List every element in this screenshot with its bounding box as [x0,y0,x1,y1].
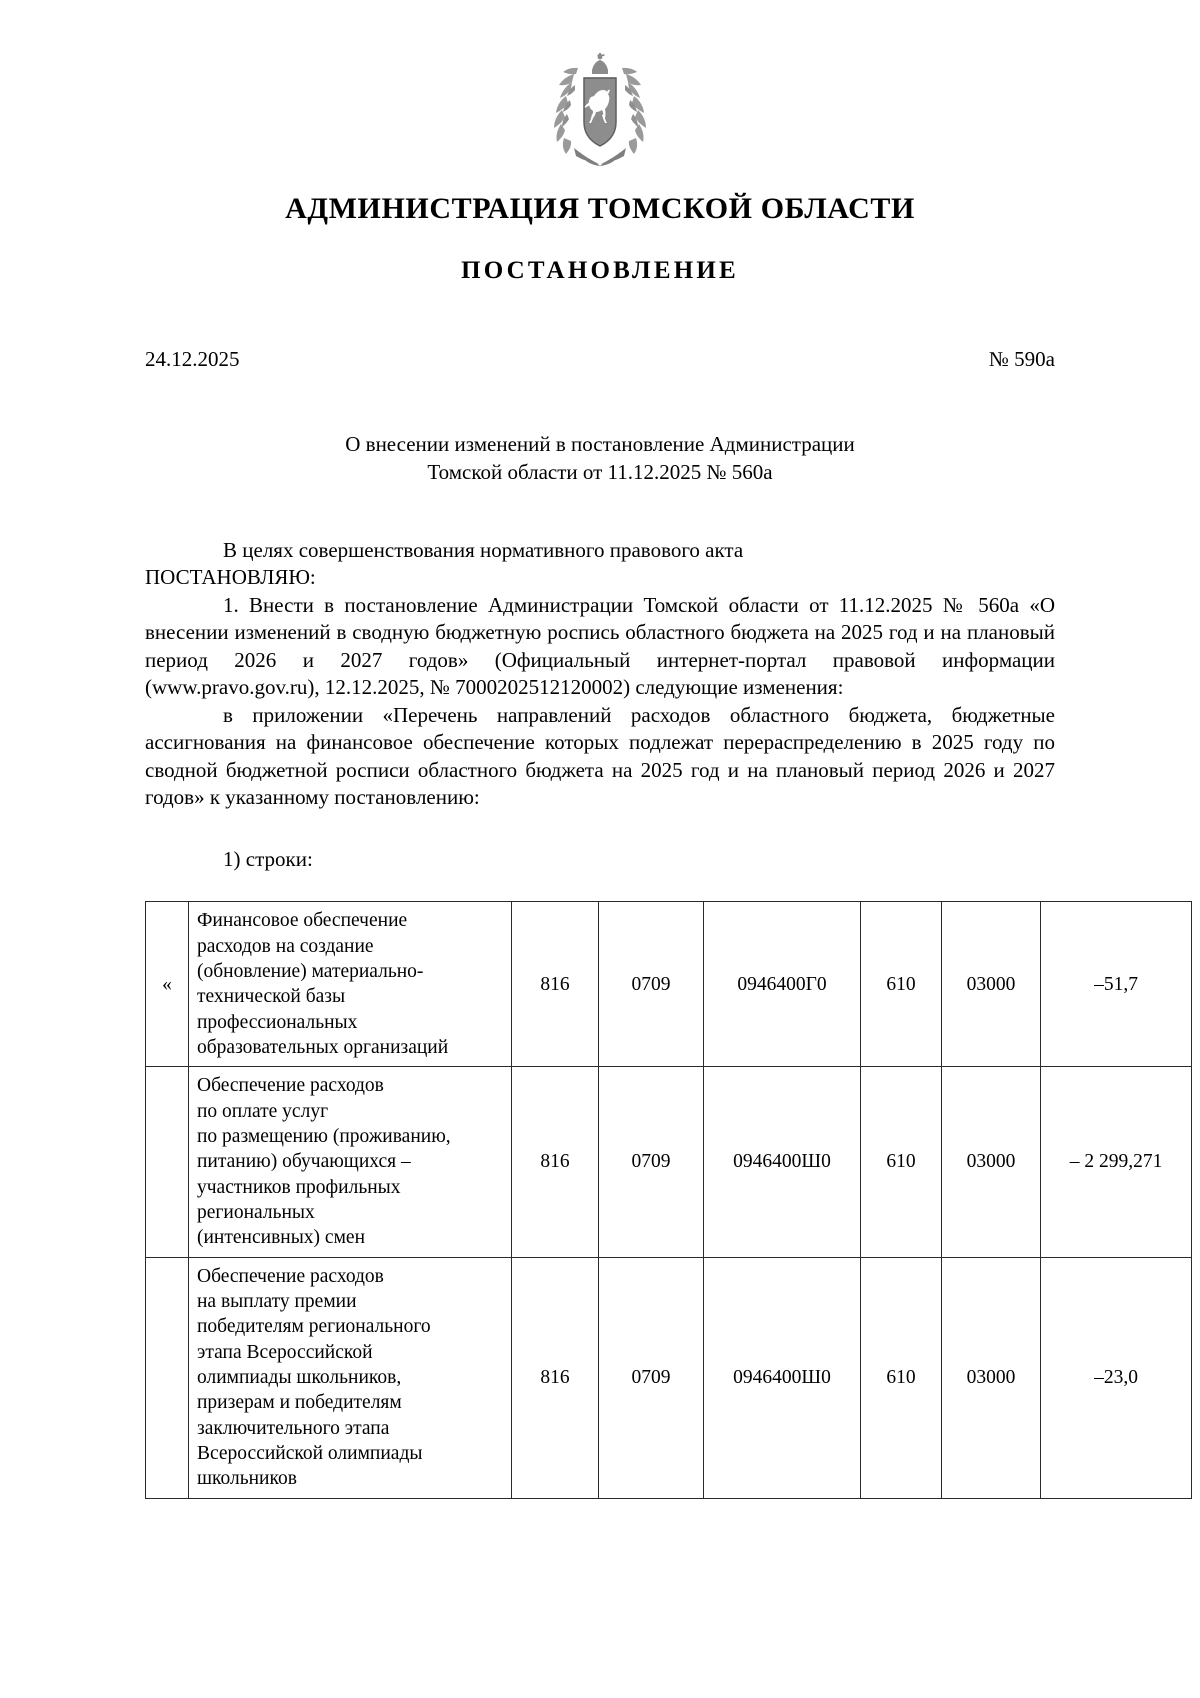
name-line: (интенсивных) смен [197,1227,366,1249]
name-line: заключительного этапа [197,1417,390,1439]
row-section-code: 0709 [599,902,704,1067]
name-line: победителям регионального [197,1316,431,1338]
budget-rows-table [145,901,1192,1499]
row-chapter-code: 816 [512,1067,599,1257]
row-name [189,1257,512,1498]
row-target-code: 0946400Ш0 [704,1067,861,1257]
document-date: 24.12.2025 [145,347,240,371]
name-line: образовательных организаций [197,1036,449,1058]
row-quote-mark [146,1067,189,1257]
name-line: этапа Всероссийской [197,1341,373,1363]
purpose-statement: В целях совершенствования нормативного правового акта [223,537,744,562]
name-line: профессиональных [197,1011,358,1033]
row-chapter-code: 816 [512,902,599,1067]
document-type-heading: ПОСТАНОВЛЕНИЕ [461,257,739,284]
organization-title: АДМИНИСТРАЦИЯ ТОМСКОЙ ОБЛАСТИ [285,192,915,225]
row-extra-code: 03000 [942,1067,1041,1257]
row-target-code: 0946400Ш0 [704,1257,861,1498]
body-item-2: в приложении «Перечень направлений расходов областного бюджета, бюджетные ассигнования на финансовое обеспечение которых подлежат перераспределению в 2025 году по сводной бюджетной росписи областного бюджета на 2025 год и на плановый период 2026 и 2027 годов» к указанному постановлению: [145,702,1055,810]
row-name [189,902,512,1067]
name-line: Обеспечение расходов [197,1265,384,1287]
name-line: Всероссийской олимпиады [197,1443,423,1465]
name-line: региональных [197,1201,315,1223]
name-line: призерам и победителям [197,1392,402,1414]
row-amount: –23,0 [1041,1257,1192,1498]
name-line: на выплату премии [197,1291,357,1312]
sublist-lead: 1) строки: [223,846,313,871]
row-name-lines [197,908,503,1060]
coat-of-arms-tomsk-region-icon [544,52,656,170]
document-body [145,537,1055,874]
name-line: (обновление) материально- [197,960,424,982]
row-chapter-code: 816 [512,1257,599,1498]
row-name-lines [197,1264,503,1492]
table-row [146,902,1192,1067]
table-body [146,902,1192,1499]
row-name-lines [197,1073,503,1250]
row-expense-type: 610 [861,902,942,1067]
document-meta-row [145,347,1055,372]
emblem-container [145,0,1055,170]
row-target-code: 0946400Г0 [704,902,861,1067]
name-line: по размещению (проживанию, [197,1125,451,1147]
row-amount: –51,7 [1041,902,1192,1067]
name-line: питанию) обучающихся – [197,1151,411,1173]
row-amount: – 2 299,271 [1041,1067,1192,1257]
row-quote-mark [146,1257,189,1498]
table-row [146,1067,1192,1257]
row-expense-type: 610 [861,1067,942,1257]
name-line: Обеспечение расходов [197,1075,384,1097]
name-line: по оплате услуг [197,1100,329,1122]
subject-line-1: О внесении изменений в постановление Администрации [345,432,855,456]
row-name [189,1067,512,1257]
name-line: расходов на создание [197,935,374,957]
document-subject [145,430,1055,487]
document-number: № 590а [988,347,1055,371]
row-extra-code: 03000 [942,1257,1041,1498]
row-quote-mark: « [146,902,189,1067]
row-expense-type: 610 [861,1257,942,1498]
name-line: участников профильных [197,1176,401,1198]
resolve-keyword: ПОСТАНОВЛЯЮ: [145,565,316,590]
subject-line-2: Томской области от 11.12.2025 № 560а [427,460,773,485]
name-line: Финансовое обеспечение [197,910,408,932]
row-extra-code: 03000 [942,902,1041,1067]
row-section-code: 0709 [599,1257,704,1498]
table-row [146,1257,1192,1498]
name-line: олимпиады школьников, [197,1367,402,1389]
name-line: школьников [197,1468,297,1490]
body-item-1: 1. Внести в постановление Администрации Томской области от 11.12.2025 № 560а «О внесении изменений в сводную бюджетную роспись областного бюджета на 2025 год и на плановый период 2026 и 2027 годов» (Официальный интернет-портал правовой информации (www.pravo.gov.ru), 12.12.2025, № 7000202512120002) следующие изменения: [145,592,1055,700]
row-section-code: 0709 [599,1067,704,1257]
rows-table-container [145,901,1163,1499]
name-line: технической базы [197,986,346,1008]
